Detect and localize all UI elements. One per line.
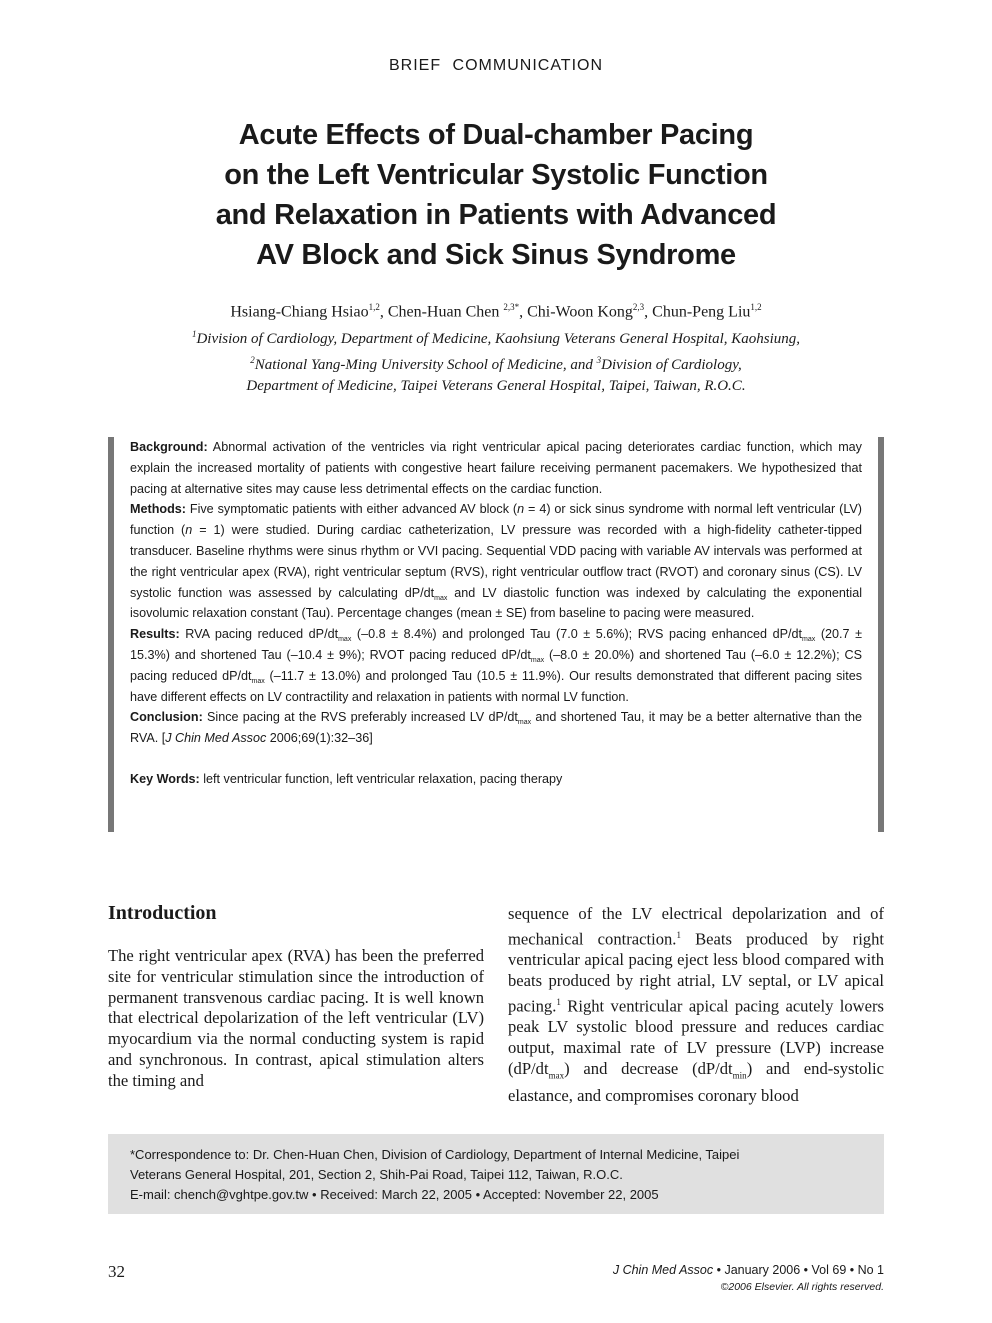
abstract-methods xyxy=(130,499,862,624)
subscript: max xyxy=(802,636,816,644)
body-column-right xyxy=(508,904,884,1107)
subscript: max xyxy=(530,656,545,664)
affiliations xyxy=(0,324,992,397)
body-column-left xyxy=(108,900,484,1092)
affiliation-line xyxy=(0,350,992,376)
methods-text: = 4) or sick sinus syndrome with normal left ventricular (LV) function ( xyxy=(130,502,863,538)
journal-issue: • January 2006 • Vol 69 • No 1 xyxy=(713,1263,884,1277)
correspondence-line: *Correspondence to: Dr. Chen-Huan Chen, Division of Cardiology, Department of Internal Medicine, Taipei xyxy=(130,1147,740,1162)
correspondence-box xyxy=(108,1134,884,1214)
body-paragraph xyxy=(508,904,884,1107)
author-affiliation-marker: 1,2 xyxy=(750,302,762,312)
body-text: sequence of the LV electrical depolarization and of mechanical contraction. xyxy=(508,904,884,949)
abstract-background xyxy=(130,437,862,499)
affiliation-line xyxy=(0,324,992,350)
methods-text: and LV diastolic function was indexed by calculating the exponential isovolumic relaxation constant (Tau). Percentage changes (mean ± SE) from baseline to pacing were measured. xyxy=(130,585,863,621)
citation-journal: J Chin Med Assoc xyxy=(165,731,267,746)
page-number: 32 xyxy=(108,1262,125,1281)
results-text: (20.7 ± 15.3%) and shortened Tau (–10.4 ± 9%); RVOT pacing reduced dP/dt xyxy=(130,627,863,662)
author-name: Chun-Peng Liu xyxy=(652,303,751,321)
affiliation-text: Division of Cardiology, xyxy=(601,357,742,373)
subscript: min xyxy=(732,1069,747,1080)
author-affiliation-marker: 2,3* xyxy=(503,302,520,312)
author-name: Hsiang-Chiang Hsiao xyxy=(230,303,369,321)
body-text: ) and decrease (dP/dt xyxy=(564,1058,733,1078)
subscript: max xyxy=(251,677,265,685)
background-text: Abnormal activation of the ventricles via right ventricular apical pacing deteriorates cardiac function, which may explain the increased mortality of patients with congestive heart failure receiving permanent pacemakers. We hypothesized that pacing at alternative sites may cause less detrimental effects on the cardiac function. xyxy=(130,440,862,496)
affiliation-marker: 1 xyxy=(191,329,197,339)
title-line: on the Left Ventricular Systolic Function xyxy=(224,159,768,191)
methods-text: = 1) were studied. During cardiac catheterization, LV pressure was recorded with a high-fidelity catheter-tipped transducer. Baseline rhythms were sinus rhythm or VVI pacing. Sequential VDD pacing with variable AV intervals was performed at the right ventricular apex (RVA), right ventricular septum (RVS), right ventricular outflow tract (RVOT) and coronary sinus (CS). LV systolic function was assessed by calculating dP/dt xyxy=(130,523,862,600)
author-name: Chi-Woon Kong xyxy=(527,303,633,321)
section-label-conclusion: Conclusion: xyxy=(130,710,203,725)
subscript: max xyxy=(434,594,448,602)
abstract-box xyxy=(108,437,884,832)
journal-name: J Chin Med Assoc xyxy=(612,1263,714,1277)
reference-marker: 1 xyxy=(556,996,561,1007)
results-text: (–11.7 ± 13.0%) and prolonged Tau (10.5 ± 11.9%). Our results demonstrated that different pacing sites have different effects on LV contractility and relaxation in patients with normal LV function. xyxy=(130,668,862,704)
section-label-background: Background: xyxy=(130,440,208,454)
article-title xyxy=(150,115,842,275)
body-text: Beats produced by right ventricular apical pacing eject less blood compared with beats produced by right atrial, LV septal, or LV apical pacing. xyxy=(508,929,885,1016)
abstract-conclusion xyxy=(130,707,862,749)
subscript: max xyxy=(548,1069,565,1080)
body-text: ) and end-systolic elastance, and compromises coronary blood xyxy=(508,1058,884,1105)
keywords-text: left ventricular function, left ventricular relaxation, pacing therapy xyxy=(203,771,563,786)
journal-footer xyxy=(613,1262,884,1296)
body-text: Right ventricular apical pacing acutely lowers peak LV systolic blood pressure and reduces cardiac output, maximal rate of LV pressure (LVP) increase (dP/dt xyxy=(508,996,884,1078)
subscript: max xyxy=(338,636,352,644)
section-label-results: Results: xyxy=(130,627,180,642)
title-line: Acute Effects of Dual-chamber Pacing xyxy=(238,119,754,151)
abstract-results xyxy=(130,624,862,707)
results-text: RVA pacing reduced dP/dt xyxy=(185,627,339,642)
section-label-methods: Methods: xyxy=(130,502,186,517)
title-line: and Relaxation in Patients with Advanced xyxy=(215,199,777,231)
correspondence-line: Veterans General Hospital, 201, Section 2, Shih-Pai Road, Taipei 112, Taiwan, R.O.C. xyxy=(130,1167,623,1182)
section-label-keywords: Key Words: xyxy=(130,771,200,786)
journal-issue-line xyxy=(613,1262,884,1279)
affiliation-text: National Yang-Ming University School of Medicine, and xyxy=(254,357,593,373)
subscript: max xyxy=(517,719,532,727)
results-text: (–8.0 ± 20.0%) and shortened Tau (–6.0 ± 12.2%); CS pacing reduced dP/dt xyxy=(130,647,862,683)
reference-marker: 1 xyxy=(676,929,681,940)
introduction-heading: Introduction xyxy=(108,902,217,924)
affiliation-marker: 3 xyxy=(596,355,602,365)
author-affiliation-marker: 2,3 xyxy=(632,302,645,312)
body-paragraph: The right ventricular apex (RVA) has been the preferred site for ventricular stimulation since the introduction of permanent transvenous cardiac pacing. It is well known that electrical depolarization of the left ventricular (LV) myocardium via the normal conducting system is rapid and synchronous. In contrast, apical stimulation alters the timing and xyxy=(108,946,484,1090)
title-line: AV Block and Sick Sinus Syndrome xyxy=(256,239,736,271)
author-affiliation-marker: 1,2 xyxy=(368,302,380,312)
affiliation-marker: 2 xyxy=(250,355,255,365)
methods-n-symbol: n xyxy=(517,502,525,517)
citation-details: 2006;69(1):32–36] xyxy=(266,731,373,746)
author-name: Chen-Huan Chen xyxy=(387,303,500,321)
conclusion-text: and shortened Tau, it may be a better alternative than the RVA. [ xyxy=(130,710,863,746)
section-label: BRIEF COMMUNICATION xyxy=(388,57,604,74)
abstract-keywords xyxy=(130,769,862,790)
affiliation-line: Department of Medicine, Taipei Veterans General Hospital, Taipei, Taiwan, R.O.C. xyxy=(246,378,746,394)
author-list: Hsiang-Chiang Hsiao$^{1,2}$, Chen-Huan Chen $^{2,3*}$, Chi-Woon Kong$^{2,3}$, Chun-Peng Liu$^{1,2}$ xyxy=(230,302,762,321)
affiliation-text: Division of Cardiology, Department of Medicine, Kaohsiung Veterans General Hospital, Kaohsiung, xyxy=(196,331,801,347)
results-text: (–0.8 ± 8.4%) and prolonged Tau (7.0 ± 5.6%); RVS pacing enhanced dP/dt xyxy=(351,627,802,642)
correspondence-line: E-mail: chench@vghtpe.gov.tw • Received: March 22, 2005 • Accepted: November 22, 2005 xyxy=(130,1187,659,1202)
methods-n-symbol: n xyxy=(185,523,193,538)
copyright-notice: ©2006 Elsevier. All rights reserved. xyxy=(720,1281,884,1293)
conclusion-text: Since pacing at the RVS preferably increased LV dP/dt xyxy=(207,710,518,725)
methods-text: Five symptomatic patients with either advanced AV block ( xyxy=(189,502,518,517)
